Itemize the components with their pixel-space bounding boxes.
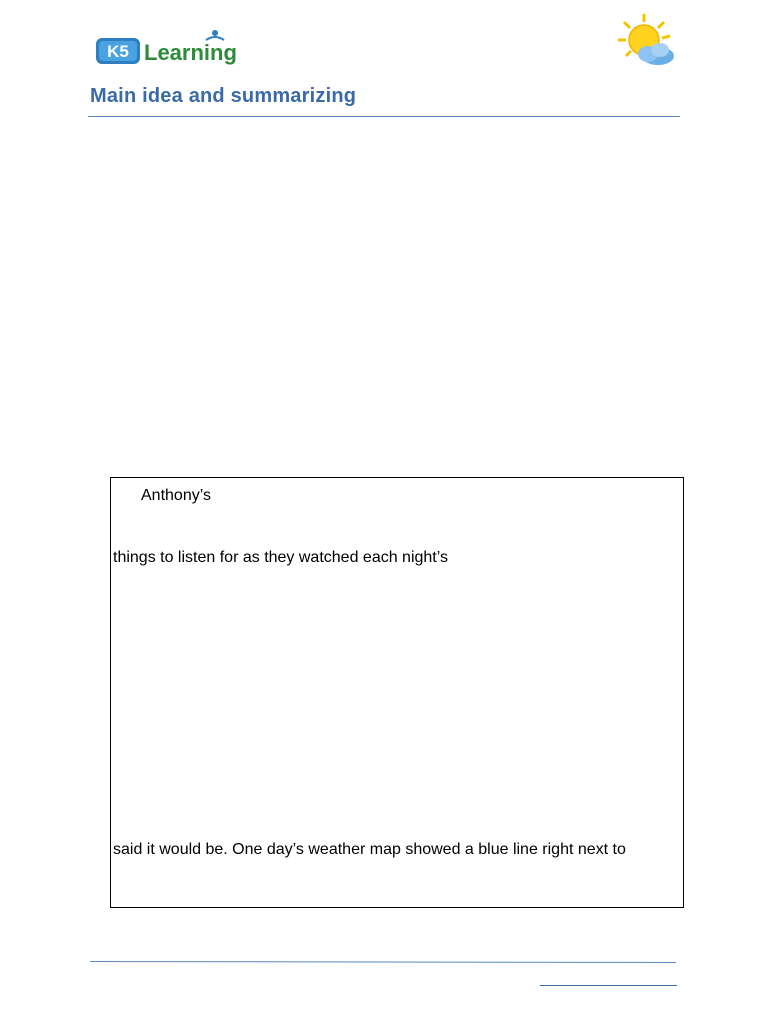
passage-box <box>110 477 684 908</box>
passage-line: things to listen for as they watched each night’s <box>113 549 449 566</box>
sun-cloud-icon <box>614 12 678 70</box>
passage-line: Anthony’s <box>141 487 211 504</box>
footer-divider <box>90 961 676 963</box>
svg-text:Learning: Learning <box>144 40 237 65</box>
k5-learning-logo <box>94 26 256 70</box>
page-title: Main idea and summarizing <box>90 85 357 107</box>
passage-line: said it would be. One day’s weather map showed a blue line right next to <box>113 841 626 858</box>
footer-link-underline[interactable] <box>540 985 677 986</box>
title-divider <box>88 116 680 117</box>
svg-text:K5: K5 <box>107 42 129 61</box>
